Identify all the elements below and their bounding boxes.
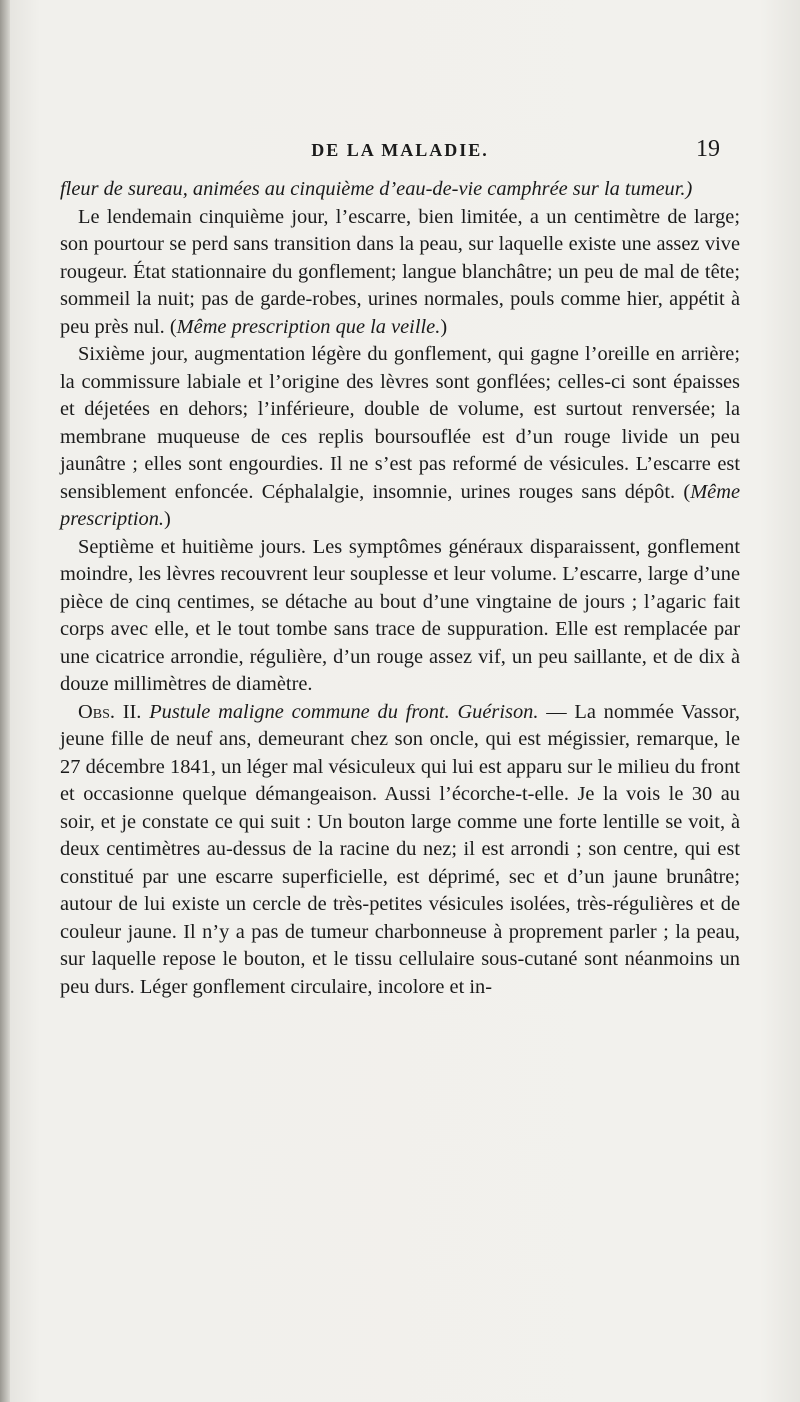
paragraph-text: Sixième jour, augmentation légère du gonflement, qui gagne l’oreille en arrière; la commissure labiale et l’origine des lèvres sont gonflées; celles-ci sont épaisses et déjetées en dehors; l’inférieure, double de volume, est surtout renversée; la membrane muqueuse de ces replis boursouflée est d’un rouge livide un peu jaunâtre ; elles sont engourdies. Il ne s’est pas reformé de vésicules. L’escarre est sensiblement enfoncée. Céphalalgie, insomnie, urines rouges sans dépôt. ( (60, 343, 740, 503)
body-text (60, 176, 740, 1001)
paragraph-continuation (60, 176, 740, 204)
page-header (80, 136, 720, 166)
paragraph-obs-ii (60, 699, 740, 1002)
paragraph-text: — La nommée Vassor, jeune fille de neuf ans, demeurant chez son oncle, qui est mégissier, remarque, le 27 décembre 1841, un léger mal vésiculeux qui lui est apparu sur le milieu du front et occasionne quelque démangeaison. Aussi l’écorche-t-elle. Je la vois le 30 au soir, et je constate ce qui suit : Un bouton large comme une forte lentille se voit, à deux centimètres au-dessus de la racine du nez; il est arrondi ; son centre, qui est constitué par une escarre superficielle, est déprimé, sec et d’un jaune brunâtre; autour de lui existe un cercle de très-petites vésicules isolées, très-régulières et de couleur jaune. Il n’y a pas de tumeur charbonneuse à proprement parler ; la peau, sur laquelle repose le bouton, et le tissu cellulaire sous-cutané sont néanmoins un peu durs. Léger gonflement circulaire, incolore et in- (60, 700, 740, 998)
paragraph-lendemain (60, 204, 740, 342)
paragraph-tail: ) (440, 315, 448, 338)
prescription-italic: Même prescription que la veille. (176, 315, 441, 338)
observation-label: Obs. II. (78, 700, 142, 723)
observation-title: Pustule maligne commune du front. Guérison. (149, 700, 539, 723)
page-edge-shadow (0, 0, 10, 1402)
page-number: 19 (696, 136, 720, 162)
running-title: DE LA MALADIE. (311, 140, 489, 160)
paragraph-text: Septième et huitième jours. Les symptômes généraux disparaissent, gonflement moindre, les lèvres recouvrent leur souplesse et leur volume. L’escarre, large d’une pièce de cinq centimes, se détache au bout d’une vingtaine de jours ; l’agaric fait corps avec elle, et le tout tombe sans trace de suppuration. Elle est remplacée par une cicatrice arrondie, régulière, d’un rouge assez vif, un peu saillante, et de dix à douze millimètres de diamètre. (60, 535, 740, 695)
paragraph-sixieme (60, 341, 740, 534)
paragraph-text: Le lendemain cinquième jour, l’escarre, bien limitée, a un centimètre de large; son pourtour se perd sans transition dans la peau, sur laquelle existe une assez vive rougeur. État stationnaire du gonflement; langue blanchâtre; un peu de mal de tête; sommeil la nuit; pas de garde-robes, urines normales, pouls comme hier, appétit à peu près nul. ( (60, 205, 740, 338)
continuation-italic: fleur de sureau, animées au cinquième d’eau-de-vie camphrée sur la tumeur.) (60, 178, 693, 200)
paragraph-septieme (60, 534, 740, 699)
paragraph-tail: ) (164, 508, 171, 530)
prescription-italic: Même prescription. (60, 480, 740, 530)
